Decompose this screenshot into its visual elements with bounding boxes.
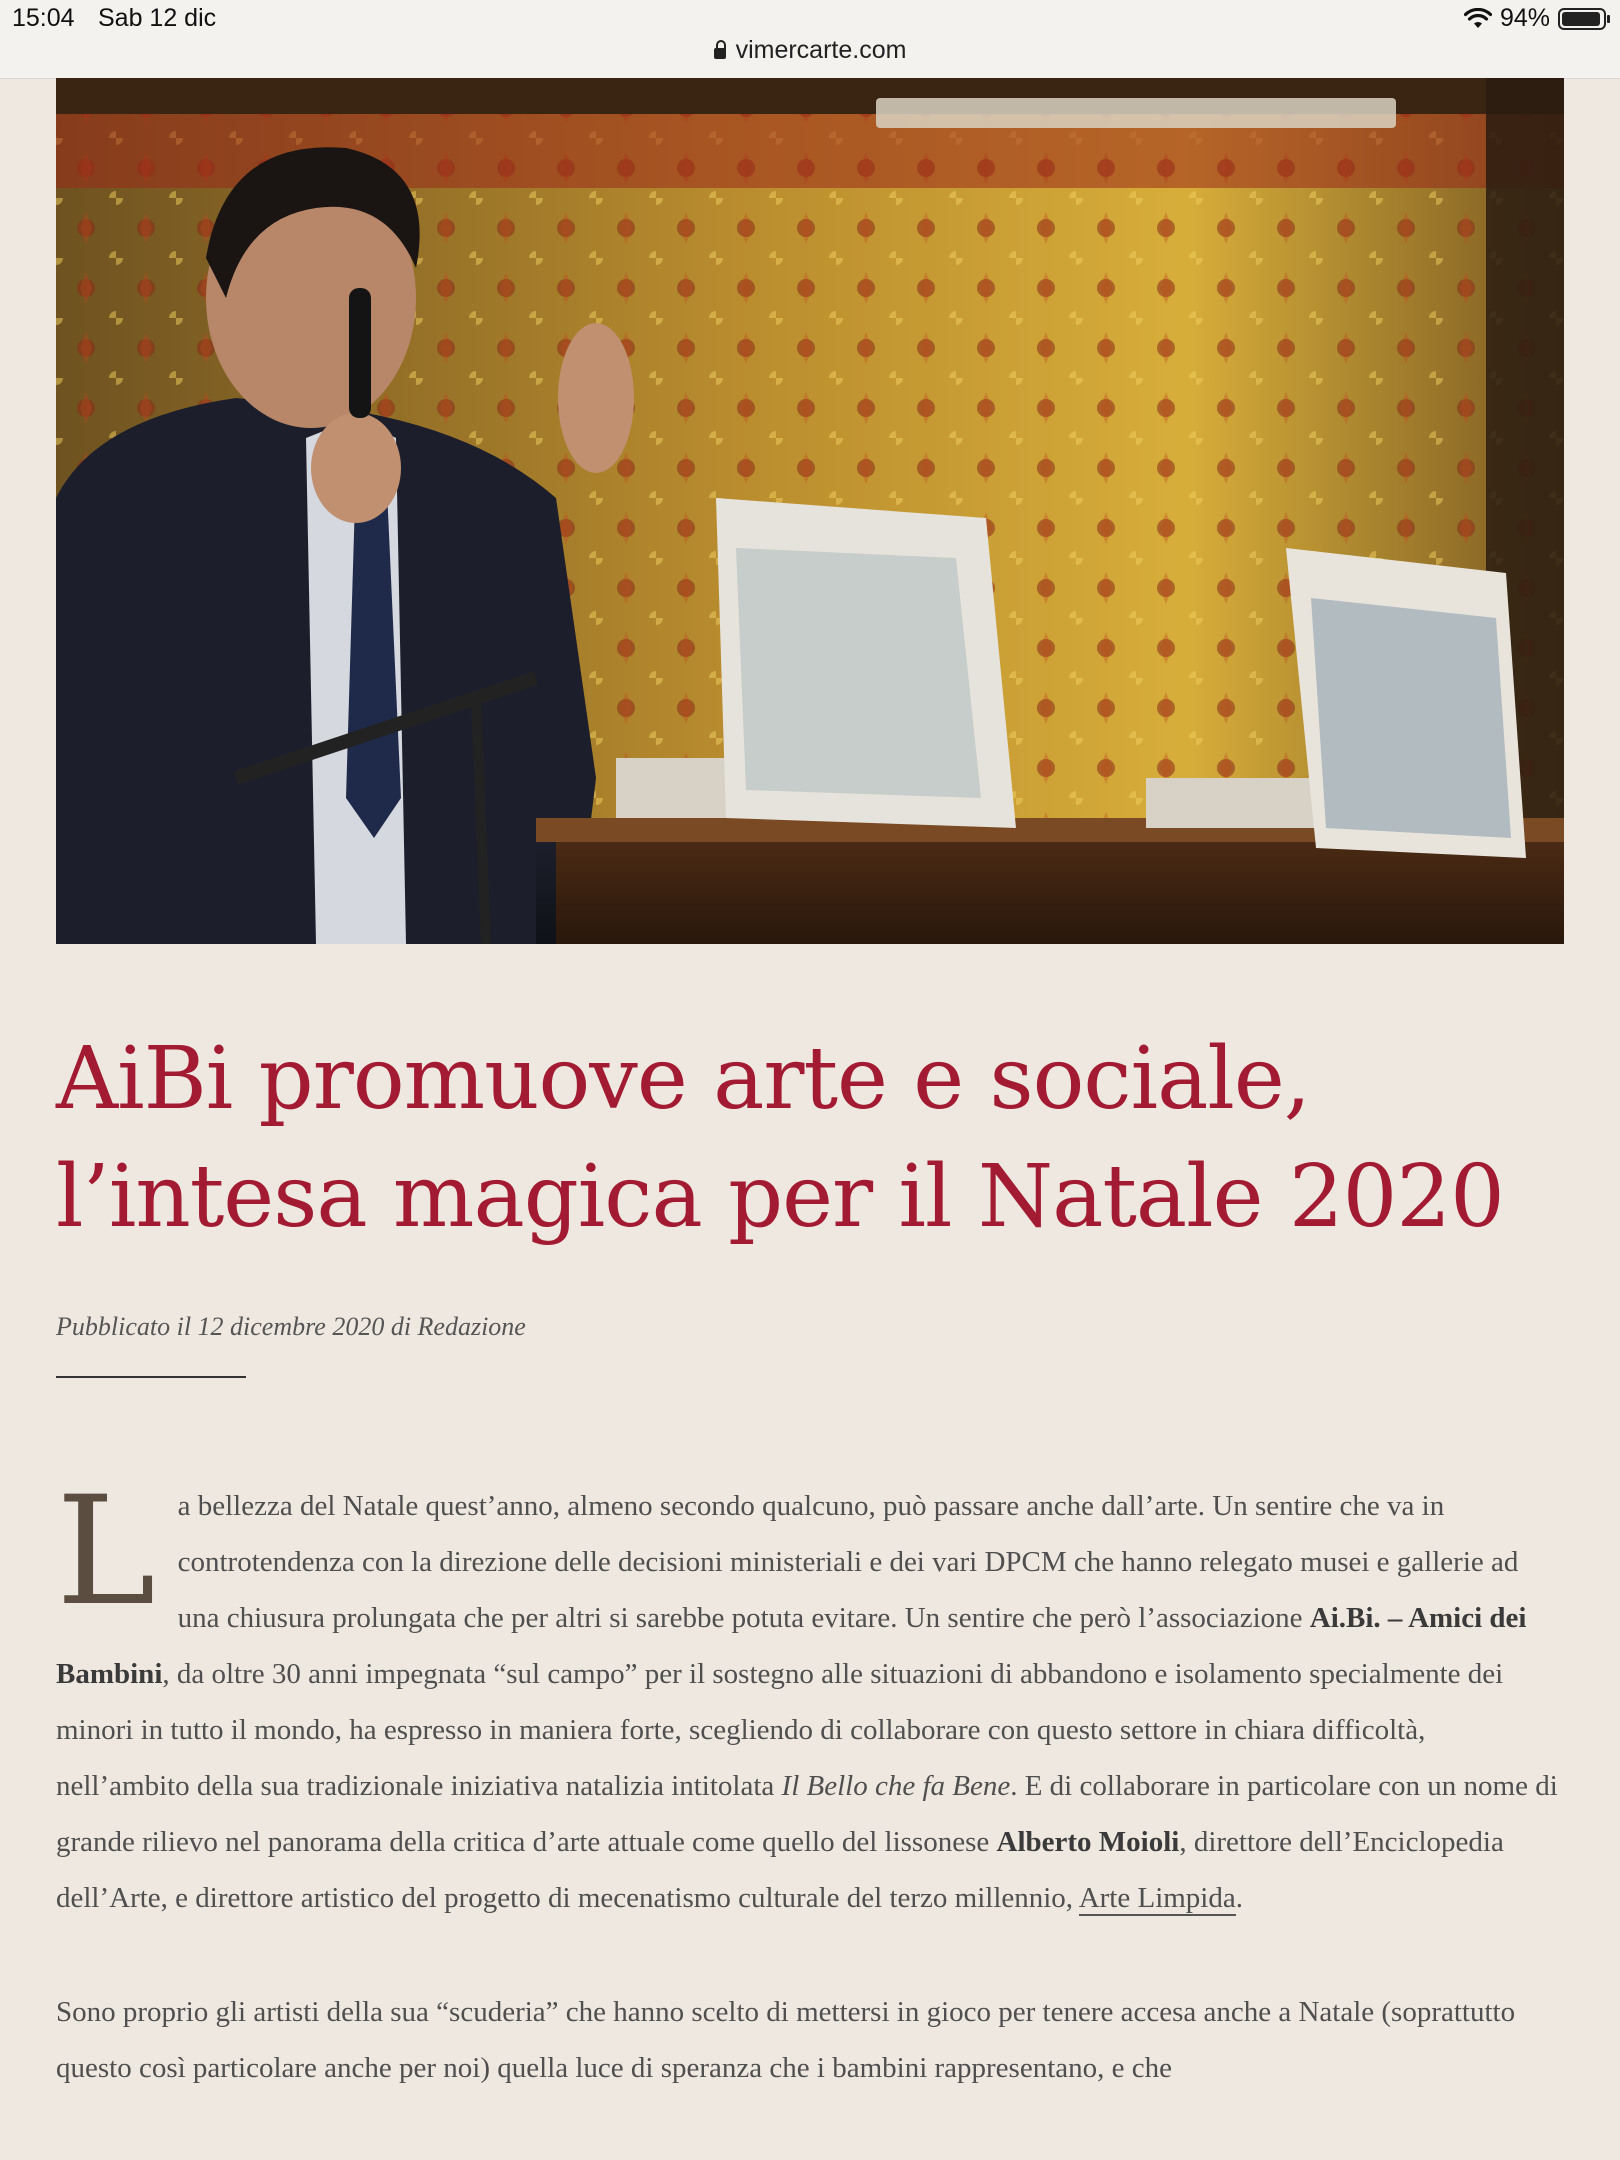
drop-cap: L xyxy=(56,1465,156,1639)
p1-text-4: , direttore dell’Enciclopedia dell’Arte, e direttore artistico del progetto di mecenatismo culturale del terzo millennio, xyxy=(56,1826,1504,1914)
p1-text-2: , da oltre 30 anni impegnata “sul campo” per il sostegno alle situazioni di abbandono e isolamento specialmente dei minori in tutto il mondo, ha espresso in maniera forte, scegliendo di collaborare con questo settore in chiara difficoltà, nell’ambito della sua tradizionale iniziativa natalizia intitolata xyxy=(56,1658,1504,1802)
address-bar[interactable] xyxy=(0,36,1620,65)
status-time: 15:04 xyxy=(12,4,75,32)
status-indicators xyxy=(1464,4,1606,33)
battery-fill xyxy=(1562,12,1600,26)
meta-divider xyxy=(56,1376,246,1378)
p1-text-3: . E di collaborare in particolare con un nome di grande rilievo nel panorama della critica d’arte attuale come quello del lissonese xyxy=(56,1770,1558,1858)
wifi-icon xyxy=(1464,8,1492,30)
battery-percent: 94% xyxy=(1499,4,1550,32)
article-meta: Pubblicato il 12 dicembre 2020 di Redazione xyxy=(56,1312,526,1341)
battery-icon xyxy=(1558,8,1606,30)
status-date: Sab 12 dic xyxy=(98,4,217,32)
address-url: vimercarte.com xyxy=(735,36,907,64)
hero-image xyxy=(56,78,1564,944)
p1-text-5: . xyxy=(1235,1882,1243,1914)
article-title: AiBi promuove arte e sociale, l’intesa magica per il Natale 2020 xyxy=(56,1029,1504,1247)
hero-photo xyxy=(56,78,1564,944)
paragraph-2: Sono proprio gli artisti della sua “scuderia” che hanno scelto di mettersi in gioco per tenere accesa anche a Natale (soprattutto questo così particolare anche per noi) quella luce di speranza che i bambini rappresentano, e che xyxy=(56,1996,1516,2084)
p1-text-1: a bellezza del Natale quest’anno, almeno secondo qualcuno, può passare anche dall’arte. Un sentire che va in controtendenza con la direzione delle decisioni ministeriali e dei vari DPCM che hanno relegato musei e gallerie ad una chiusura prolungata che per altri si sarebbe potuta evitare. Un sentire che però l’associazione xyxy=(177,1490,1519,1634)
article-body xyxy=(56,1465,1564,2154)
p1-bold-aibi: Ai.Bi. – Amici dei Bambini xyxy=(56,1602,1527,1690)
status-bar xyxy=(0,0,1620,79)
paragraph-1 xyxy=(56,1465,1564,1926)
lock-icon xyxy=(714,48,726,59)
p1-italic-title: Il Bello che fa Bene xyxy=(781,1770,1011,1802)
p1-bold-moioli: Alberto Moioli xyxy=(996,1826,1180,1858)
arte-limpida-link[interactable]: Arte Limpida xyxy=(1078,1882,1236,1914)
